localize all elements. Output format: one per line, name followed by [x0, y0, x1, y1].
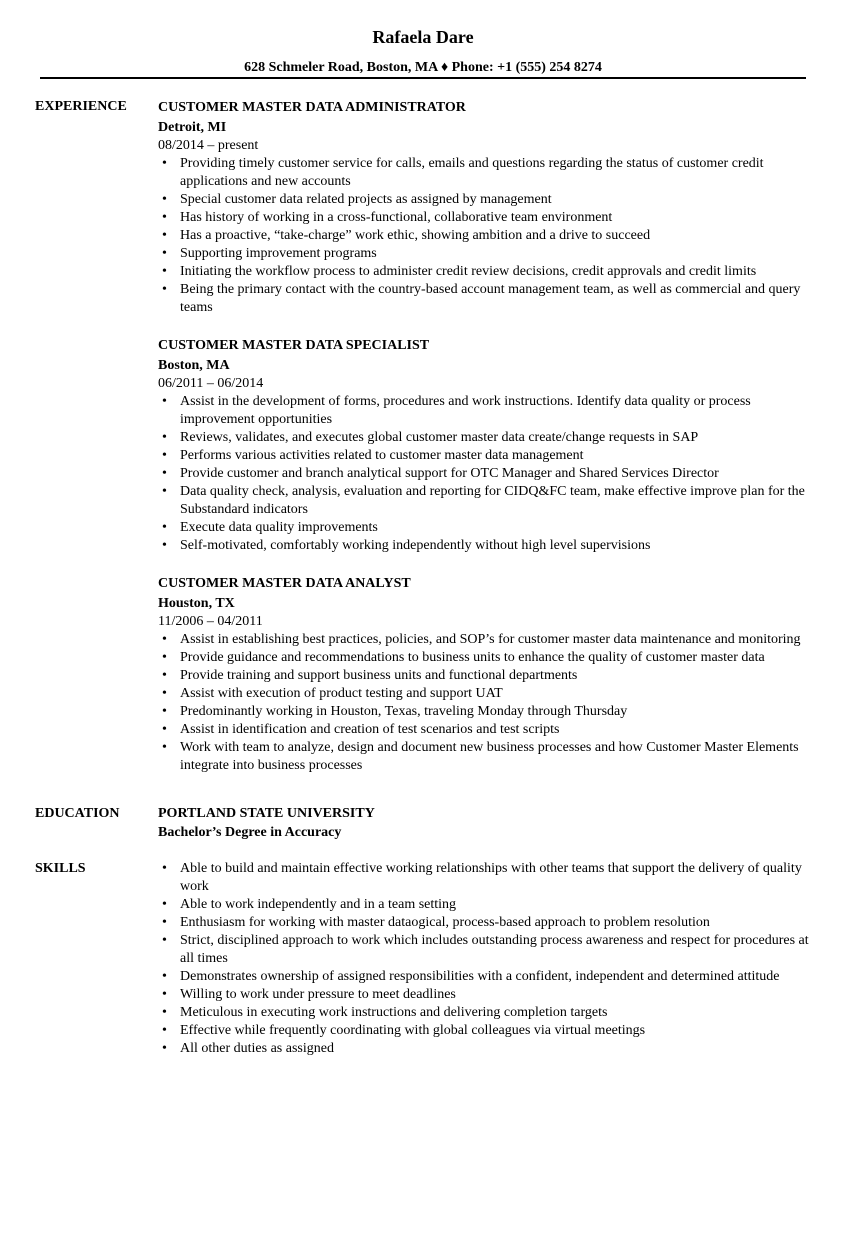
list-item-text: Providing timely customer service for calls, emails and questions regarding the status of customer credit applications and new accounts: [180, 156, 764, 189]
skills-bullets: [158, 860, 810, 1058]
bullet-icon: •: [162, 520, 167, 535]
job-bullets: [158, 393, 810, 555]
list-item-text: Effective while frequently coordinating with global colleagues via virtual meetings: [180, 1023, 646, 1038]
bullet-icon: •: [162, 668, 167, 683]
list-item: [158, 1040, 810, 1058]
job-entry: [158, 337, 810, 555]
list-item-text: Able to build and maintain effective working relationships with other teams that support the delivery of quality work: [180, 861, 802, 894]
list-item-text: Has history of working in a cross-functional, collaborative team environment: [180, 210, 613, 225]
job-location: Detroit, MI: [158, 120, 227, 135]
education-section: [35, 805, 810, 842]
list-item-text: Execute data quality improvements: [180, 520, 378, 535]
bullet-icon: •: [162, 1041, 167, 1056]
section-label-education: EDUCATION: [35, 806, 120, 821]
list-item: [158, 429, 810, 447]
bullet-icon: •: [162, 722, 167, 737]
list-item-text: Being the primary contact with the country-based account management team, as well as commercial and query teams: [180, 282, 801, 315]
bullet-icon: •: [162, 740, 167, 755]
list-item-text: Supporting improvement programs: [180, 246, 377, 261]
bullet-icon: •: [162, 246, 167, 261]
list-item: [158, 447, 810, 465]
section-label-skills: SKILLS: [35, 861, 86, 876]
list-item: [158, 227, 810, 245]
list-item-text: Self-motivated, comfortably working independently without high level supervisions: [180, 538, 651, 553]
list-item: [158, 465, 810, 483]
bullet-icon: •: [162, 861, 167, 876]
list-item: [158, 914, 810, 932]
job-dates: 11/2006 – 04/2011: [158, 614, 263, 629]
list-item: [158, 721, 810, 739]
list-item: [158, 986, 810, 1004]
skills-body: [158, 860, 810, 1058]
bullet-icon: •: [162, 969, 167, 984]
bullet-icon: •: [162, 156, 167, 171]
resume-content: [35, 98, 810, 1058]
education-body: [158, 805, 810, 842]
list-item: [158, 968, 810, 986]
list-item: [158, 537, 810, 555]
bullet-icon: •: [162, 210, 167, 225]
header-divider: [40, 77, 806, 79]
bullet-icon: •: [162, 448, 167, 463]
list-item-text: Demonstrates ownership of assigned responsibilities with a confident, independent and determined attitude: [180, 969, 780, 984]
list-item-text: Meticulous in executing work instructions and delivering completion targets: [180, 1005, 608, 1020]
list-item-text: Work with team to analyze, design and document new business processes and how Customer Master Elements integrate into business processes: [180, 740, 799, 773]
list-item: [158, 860, 810, 896]
bullet-icon: •: [162, 1005, 167, 1020]
list-item-text: Enthusiasm for working with master dataogical, process-based approach to problem resolution: [180, 915, 710, 930]
list-item-text: Performs various activities related to customer master data management: [180, 448, 584, 463]
list-item-text: Willing to work under pressure to meet deadlines: [180, 987, 456, 1002]
list-item-text: All other duties as assigned: [180, 1041, 334, 1056]
section-label-experience: EXPERIENCE: [35, 99, 127, 114]
list-item-text: Special customer data related projects as assigned by management: [180, 192, 552, 207]
bullet-icon: •: [162, 282, 167, 297]
list-item: [158, 703, 810, 721]
job-bullets: [158, 631, 810, 775]
list-item: [158, 1004, 810, 1022]
job-title: CUSTOMER MASTER DATA ANALYST: [158, 576, 411, 591]
bullet-icon: •: [162, 430, 167, 445]
job-entry: [158, 575, 810, 775]
job-title: CUSTOMER MASTER DATA SPECIALIST: [158, 338, 430, 353]
list-item: [158, 932, 810, 968]
bullet-icon: •: [162, 933, 167, 948]
list-item-text: Predominantly working in Houston, Texas, traveling Monday through Thursday: [180, 704, 628, 719]
experience-section: [35, 98, 810, 775]
list-item-text: Data quality check, analysis, evaluation and reporting for CIDQ&FC team, make effective improve plan for the Substandard indicators: [180, 484, 805, 517]
skills-section: [35, 860, 810, 1058]
list-item: [158, 896, 810, 914]
list-item: [158, 393, 810, 429]
list-item: [158, 1022, 810, 1040]
list-item-text: Assist in establishing best practices, policies, and SOP’s for customer master data maintenance and monitoring: [180, 632, 801, 647]
list-item: [158, 483, 810, 519]
job-dates: 08/2014 – present: [158, 138, 259, 153]
bullet-icon: •: [162, 466, 167, 481]
bullet-icon: •: [162, 650, 167, 665]
list-item-text: Initiating the workflow process to administer credit review decisions, credit approvals and credit limits: [180, 264, 757, 279]
bullet-icon: •: [162, 264, 167, 279]
job-bullets: [158, 155, 810, 317]
bullet-icon: •: [162, 538, 167, 553]
bullet-icon: •: [162, 228, 167, 243]
list-item: [158, 649, 810, 667]
list-item: [158, 155, 810, 191]
list-item-text: Able to work independently and in a team setting: [180, 897, 457, 912]
list-item-text: Assist in the development of forms, procedures and work instructions. Identify data quality or process improvement opportunities: [180, 394, 751, 427]
list-item: [158, 191, 810, 209]
bullet-icon: •: [162, 192, 167, 207]
list-item: [158, 685, 810, 703]
list-item-text: Reviews, validates, and executes global customer master data create/change requests in SAP: [180, 430, 699, 445]
experience-list: [158, 99, 810, 775]
job-location: Houston, TX: [158, 596, 235, 611]
school-name: PORTLAND STATE UNIVERSITY: [158, 806, 375, 821]
list-item-text: Assist in identification and creation of test scenarios and test scripts: [180, 722, 560, 737]
job-entry: [158, 99, 810, 317]
list-item: [158, 281, 810, 317]
list-item-text: Provide guidance and recommendations to business units to enhance the quality of customer master data: [180, 650, 765, 665]
list-item: [158, 739, 810, 775]
list-item: [158, 519, 810, 537]
bullet-icon: •: [162, 484, 167, 499]
candidate-name: Rafaela Dare: [372, 27, 474, 47]
list-item: [158, 631, 810, 649]
list-item-text: Has a proactive, “take-charge” work ethic, showing ambition and a drive to succeed: [180, 228, 651, 243]
bullet-icon: •: [162, 632, 167, 647]
bullet-icon: •: [162, 686, 167, 701]
bullet-icon: •: [162, 1023, 167, 1038]
bullet-icon: •: [162, 897, 167, 912]
bullet-icon: •: [162, 987, 167, 1002]
bullet-icon: •: [162, 394, 167, 409]
job-title: CUSTOMER MASTER DATA ADMINISTRATOR: [158, 100, 466, 115]
job-location: Boston, MA: [158, 358, 230, 373]
list-item: [158, 245, 810, 263]
list-item-text: Provide training and support business units and functional departments: [180, 668, 578, 683]
list-item: [158, 209, 810, 227]
contact-line: 628 Schmeler Road, Boston, MA ♦ Phone: +1 (555) 254 8274: [244, 60, 602, 75]
list-item: [158, 667, 810, 685]
bullet-icon: •: [162, 915, 167, 930]
degree: Bachelor’s Degree in Accuracy: [158, 825, 342, 840]
bullet-icon: •: [162, 704, 167, 719]
list-item-text: Assist with execution of product testing and support UAT: [180, 686, 503, 701]
list-item: [158, 263, 810, 281]
list-item-text: Strict, disciplined approach to work which includes outstanding process awareness and respect for procedures at all times: [180, 933, 809, 966]
list-item-text: Provide customer and branch analytical support for OTC Manager and Shared Services Director: [180, 466, 719, 481]
job-dates: 06/2011 – 06/2014: [158, 376, 264, 391]
